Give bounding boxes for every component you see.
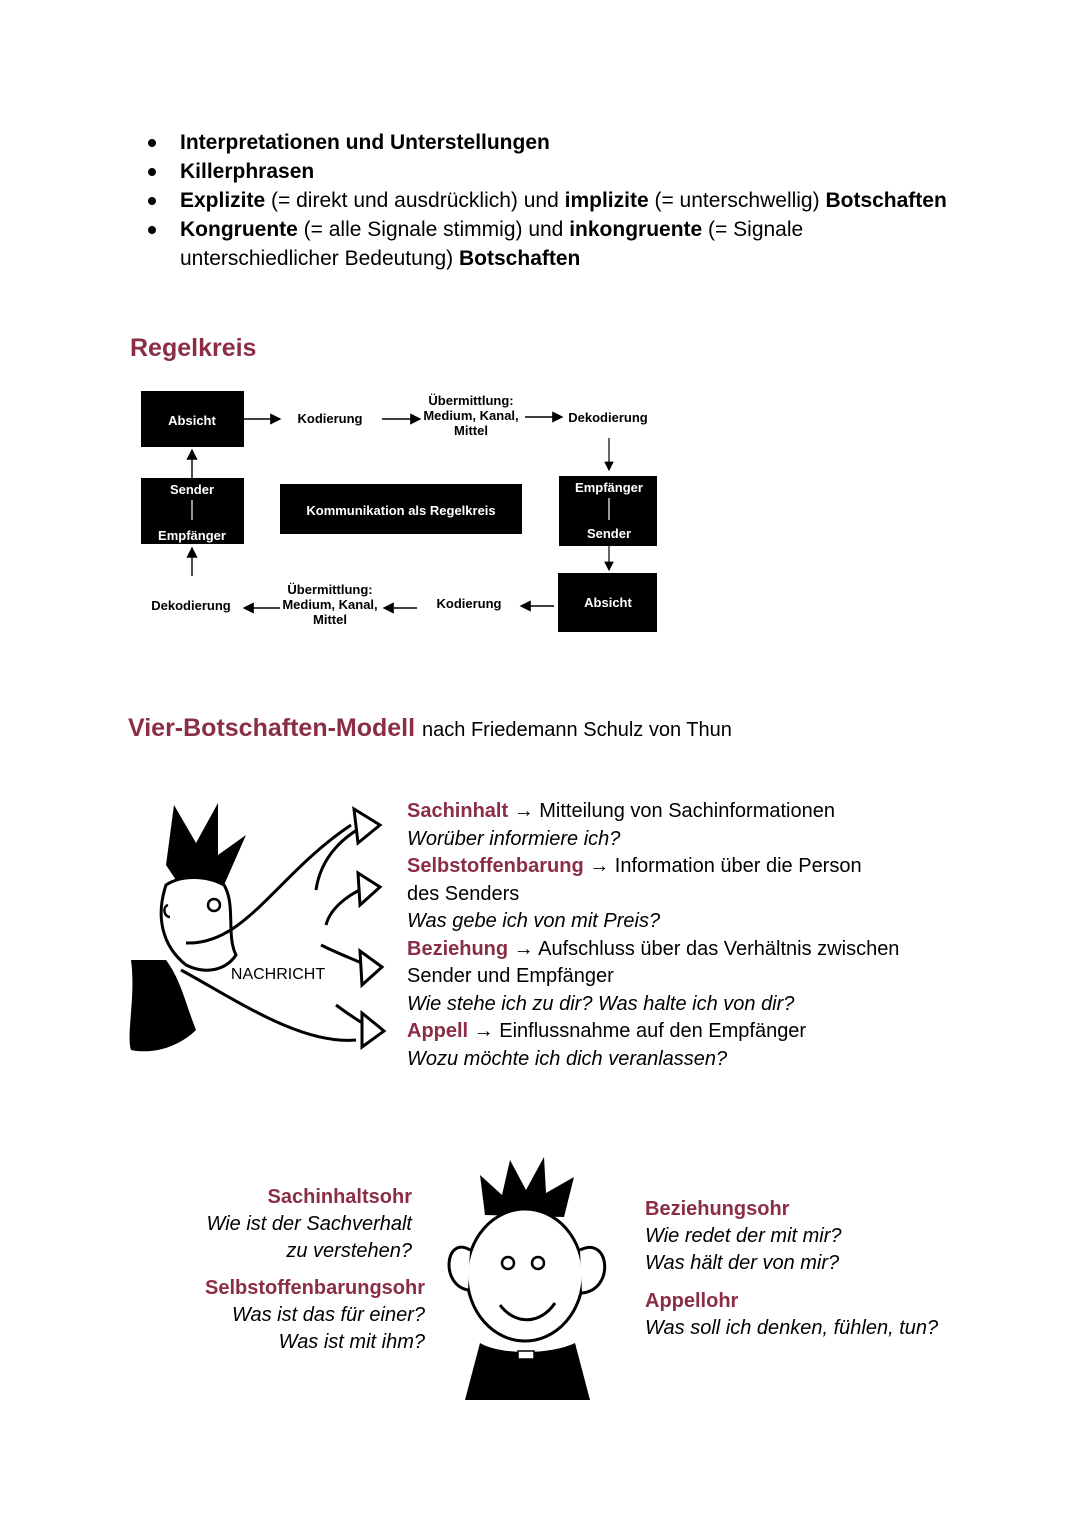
bullet-text: Explizite [180,189,266,212]
sachinhaltsohr-block [207,1184,412,1265]
beziehung-question: Wie stehe ich zu dir? Was halte ich von dir? [407,992,795,1015]
selbstoffenbarungsohr-q1: Was ist das für einer? [231,1304,425,1326]
sachinhalt-title: Sachinhalt [407,800,509,822]
beziehungsohr-title: Beziehungsohr [645,1198,790,1220]
selbstoffenbarung-title: Selbstoffenbarung [407,855,584,877]
vier-heading-title: Vier-Botschaften-Modell [128,714,416,742]
vier-heading-subtitle: nach Friedemann Schulz von Thun [422,719,732,741]
bullet-item [140,215,960,273]
beziehungsohr-q1: Wie redet der mit mir? [645,1225,842,1247]
sachinhalt-desc: → Mitteilung von Sachinformationen [508,800,835,822]
bullet-item [140,157,960,186]
bottom-uebermittlung-1: Übermittlung: [287,582,373,597]
bottom-uebermittlung-3: Mittel [313,612,347,627]
beziehungsohr-q2: Was hält der von mir? [645,1252,840,1274]
vier-heading [128,714,732,743]
top-absicht-label: Absicht [168,413,216,428]
sachinhaltsohr-q2: zu verstehen? [286,1240,412,1262]
listener-illustration [440,1155,618,1400]
bottom-uebermittlung-2: Medium, Kanal, [282,597,378,612]
bullet-list [140,128,960,273]
selbstoffenbarungsohr-title: Selbstoffenbarungsohr [204,1277,425,1299]
top-dekodierung-label: Dekodierung [568,410,648,425]
sachinhaltsohr-q1: Wie ist der Sachverhalt [206,1213,412,1235]
regelkreis-heading: Regelkreis [130,334,257,362]
appellohr-title: Appellohr [645,1290,739,1312]
bottom-absicht-label: Absicht [584,595,632,610]
right-empfaenger-label: Empfänger [575,480,643,495]
bottom-dekodierung-label: Dekodierung [151,598,231,613]
selbstoffenbarungsohr-block [205,1275,425,1356]
top-uebermittlung-1: Übermittlung: [428,393,514,408]
right-ear-icon [580,1247,605,1293]
bullet-text: Killerphrasen [180,160,315,183]
top-uebermittlung-2: Medium, Kanal, [423,408,519,423]
appellohr-question: Was soll ich denken, fühlen, tun? [645,1317,939,1339]
nachricht-label: NACHRICHT [230,966,326,983]
beziehungsohr-block [645,1196,842,1277]
bullet-text: implizite [564,189,649,212]
bullet-text: (= unterschwellig) [648,189,826,212]
beziehung-title: Beziehung [407,937,509,960]
bullet-text: (= direkt und ausdrücklich) und [265,189,565,212]
speaker-illustration [126,795,390,1065]
selbstoffenbarungsohr-q2: Was ist mit ihm? [278,1331,425,1353]
right-sender-label: Sender [586,526,632,541]
bullet-text: inkongruente [569,218,703,241]
sachinhalt-question: Worüber informiere ich? [407,827,621,850]
bullet-text: (= Signale unterschiedlicher Bedeutung) [180,218,804,270]
bullet-item [140,186,960,215]
selbstoffenbarung-desc-2: des Senders [407,882,520,905]
left-empfaenger-label: Empfänger [158,528,226,543]
top-uebermittlung-3: Mittel [454,423,488,438]
bullet-text: (= alle Signale stimmig) und [297,218,570,241]
bullet-text: Kongruente [180,218,298,241]
selbstoffenbarung-desc: → Information über die Person [583,855,862,877]
left-ear-icon [449,1247,470,1290]
bottom-kodierung-label: Kodierung [436,596,502,611]
bullet-text: Interpretationen und Unterstellungen [180,131,550,154]
appell-question: Wozu möchte ich dich veranlassen? [407,1047,728,1070]
vier-botschaften-text [407,798,899,1073]
bullet-text: Botschaften [825,189,947,212]
beziehung-desc-2: Sender und Empfänger [407,965,614,987]
regelkreis-diagram [130,380,670,640]
top-kodierung-label: Kodierung [297,411,363,426]
sachinhaltsohr-title: Sachinhaltsohr [267,1186,412,1208]
selbstoffenbarung-question: Was gebe ich von mit Preis? [407,910,661,932]
bullet-text: Botschaften [459,247,581,270]
appellohr-block [645,1288,938,1342]
bullet-item [140,128,960,157]
beziehung-desc: → Aufschluss über das Verhältnis zwischen [508,937,900,960]
appell-desc: → Einflussnahme auf den Empfänger [468,1020,807,1042]
center-label: Kommunikation als Regelkreis [306,503,496,518]
left-sender-label: Sender [169,482,215,497]
appell-title: Appell [407,1020,469,1042]
